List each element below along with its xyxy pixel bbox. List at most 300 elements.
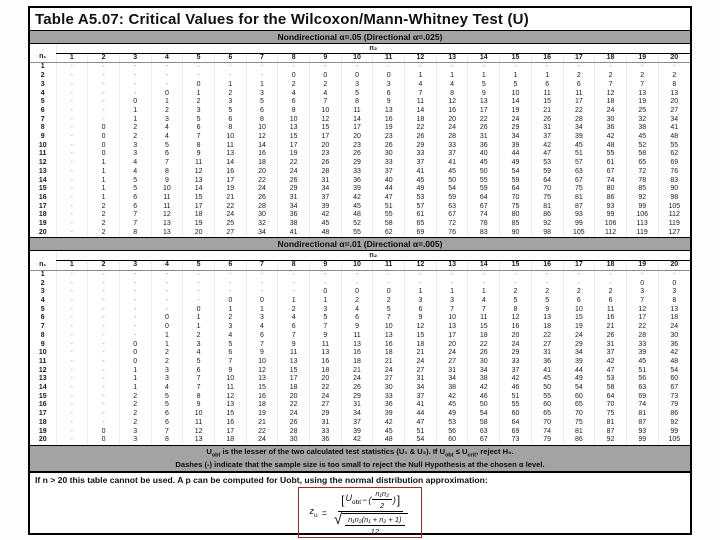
value-cell: 9 (341, 323, 373, 332)
value-cell: 85 (500, 220, 532, 229)
value-cell: 7 (595, 81, 627, 90)
row-header: 15 (38, 185, 47, 193)
value-cell: 25 (214, 220, 246, 229)
value-cell: 15 (246, 384, 278, 393)
value-cell: 41 (405, 401, 437, 410)
radical-icon: √ (333, 511, 343, 528)
col-header: 1 (56, 261, 88, 271)
value-cell: 2 (563, 72, 595, 81)
value-cell: 24 (373, 367, 405, 376)
value-cell: 34 (500, 133, 532, 142)
value-cell: 40 (468, 150, 500, 159)
value-cell: 19 (246, 410, 278, 419)
value-cell: 73 (658, 393, 690, 402)
value-cell: - (436, 280, 468, 289)
value-cell: 34 (341, 410, 373, 419)
col-header: 3 (119, 261, 151, 271)
value-cell: 33 (341, 168, 373, 177)
value-cell: 13 (436, 323, 468, 332)
value-cell: 24 (310, 393, 342, 402)
value-cell: 93 (563, 211, 595, 220)
value-cell: 9 (310, 332, 342, 341)
value-cell: 41 (278, 229, 310, 238)
value-cell: 17 (436, 332, 468, 341)
value-cell: 13 (626, 90, 658, 99)
value-cell: 3 (214, 323, 246, 332)
value-cell: 28 (436, 133, 468, 142)
value-cell: 24 (214, 211, 246, 220)
value-cell: 67 (658, 384, 690, 393)
value-cell: 61 (595, 159, 627, 168)
value-cell: - (88, 410, 120, 419)
value-cell: 8 (214, 124, 246, 133)
footnote-sub: obt (445, 452, 454, 459)
value-cell: 49 (500, 159, 532, 168)
value-cell: - (246, 288, 278, 297)
value-cell: - (531, 63, 563, 72)
value-cell: - (310, 280, 342, 289)
value-cell: - (658, 63, 690, 72)
value-cell: 5 (214, 341, 246, 350)
value-cell: - (563, 63, 595, 72)
value-cell: - (500, 63, 532, 72)
value-cell: 0 (373, 72, 405, 81)
value-cell: 25 (626, 107, 658, 116)
row-header: 20 (38, 228, 47, 236)
value-cell: 10 (246, 124, 278, 133)
row-header: 4 (40, 296, 45, 304)
value-cell: - (56, 323, 88, 332)
value-cell: 62 (373, 229, 405, 238)
value-cell: 1 (246, 306, 278, 315)
value-cell: 6 (119, 194, 151, 203)
value-cell: 27 (531, 341, 563, 350)
value-cell: 2 (151, 349, 183, 358)
value-cell: 24 (436, 124, 468, 133)
value-cell: 2 (310, 81, 342, 90)
value-cell: 93 (626, 428, 658, 437)
col-header: 13 (436, 53, 468, 63)
value-cell: 34 (246, 229, 278, 238)
value-cell: 2 (531, 288, 563, 297)
value-cell: 6 (405, 306, 437, 315)
value-cell: 31 (531, 349, 563, 358)
value-cell: - (214, 72, 246, 81)
value-cell: 21 (405, 349, 437, 358)
value-cell: 65 (626, 159, 658, 168)
value-cell: 72 (626, 168, 658, 177)
n1-axis-label: n₁ (30, 53, 56, 63)
value-cell: - (119, 297, 151, 306)
value-cell: 59 (468, 185, 500, 194)
value-cell: 62 (658, 150, 690, 159)
value-cell: - (183, 288, 215, 297)
value-cell: 59 (531, 168, 563, 177)
close-paren: ) (392, 494, 396, 505)
value-cell: 54 (405, 436, 437, 445)
value-cell: 1 (88, 159, 120, 168)
value-cell: 31 (436, 367, 468, 376)
value-cell: - (88, 323, 120, 332)
value-cell: 19 (373, 124, 405, 133)
value-cell: 55 (468, 177, 500, 186)
value-cell: 18 (405, 341, 437, 350)
value-cell: 8 (119, 229, 151, 238)
fraction-denominator (331, 512, 411, 536)
value-cell: 39 (310, 203, 342, 212)
value-cell: - (56, 314, 88, 323)
value-cell: 40 (373, 177, 405, 186)
value-cell: 6 (278, 98, 310, 107)
row-header: 9 (40, 133, 45, 141)
value-cell: 2 (278, 81, 310, 90)
value-cell: 15 (531, 98, 563, 107)
value-cell: 2 (88, 229, 120, 238)
value-cell: 12 (246, 367, 278, 376)
value-cell: 22 (531, 332, 563, 341)
value-cell: 7 (278, 332, 310, 341)
value-cell: 45 (341, 203, 373, 212)
value-cell: 49 (563, 375, 595, 384)
value-cell: 37 (341, 419, 373, 428)
row-header: 6 (40, 314, 45, 322)
value-cell: 2 (119, 124, 151, 133)
value-cell: 6 (246, 332, 278, 341)
value-cell: 3 (246, 90, 278, 99)
value-cell: 58 (373, 220, 405, 229)
value-cell: 42 (595, 133, 627, 142)
value-cell: 48 (595, 142, 627, 151)
value-cell: 4 (183, 349, 215, 358)
value-cell: 3 (658, 288, 690, 297)
footnote-text: U (206, 446, 212, 456)
value-cell: 98 (658, 194, 690, 203)
value-cell: 2 (595, 72, 627, 81)
col-header: 5 (183, 261, 215, 271)
value-cell: 29 (278, 185, 310, 194)
footnote-sub: obt (211, 452, 221, 459)
value-cell: 13 (341, 341, 373, 350)
value-cell: 13 (373, 332, 405, 341)
value-cell: - (500, 280, 532, 289)
value-cell: - (151, 306, 183, 315)
col-header: 9 (310, 261, 342, 271)
value-cell: 46 (468, 393, 500, 402)
value-cell: 36 (468, 142, 500, 151)
value-cell: 0 (88, 124, 120, 133)
value-cell: 16 (246, 393, 278, 402)
value-cell: 34 (468, 367, 500, 376)
value-cell: 41 (658, 124, 690, 133)
value-cell: 50 (468, 168, 500, 177)
value-cell: 1 (531, 72, 563, 81)
row-header: 13 (38, 375, 47, 383)
value-cell: 5 (183, 358, 215, 367)
value-cell: 47 (595, 367, 627, 376)
value-cell: 4 (151, 384, 183, 393)
value-cell: - (405, 270, 437, 279)
footnote-text: U (439, 446, 446, 456)
equals-sign: = (321, 507, 327, 518)
value-cell: 2 (214, 314, 246, 323)
value-cell: - (151, 81, 183, 90)
col-header: 12 (405, 261, 437, 271)
value-cell: 5 (246, 98, 278, 107)
value-cell: 9 (278, 341, 310, 350)
row-header: 2 (40, 72, 45, 80)
value-cell: 45 (373, 428, 405, 437)
value-cell: 0 (119, 341, 151, 350)
value-cell: 19 (278, 150, 310, 159)
value-cell: 67 (436, 211, 468, 220)
value-cell: - (563, 280, 595, 289)
value-cell: 34 (278, 203, 310, 212)
value-cell: - (119, 81, 151, 90)
radicand (342, 513, 407, 536)
value-cell: 49 (405, 185, 437, 194)
value-cell: 9 (151, 177, 183, 186)
value-cell: 28 (563, 116, 595, 125)
footnote-sub: crit (467, 452, 477, 459)
value-cell: 18 (214, 436, 246, 445)
value-cell: 65 (405, 220, 437, 229)
value-cell: 10 (436, 314, 468, 323)
value-cell: - (151, 72, 183, 81)
table-row (30, 288, 690, 297)
value-cell: 9 (373, 98, 405, 107)
value-cell: 69 (626, 393, 658, 402)
value-cell: 1 (278, 297, 310, 306)
value-cell: - (56, 142, 88, 151)
value-cell: 1 (119, 107, 151, 116)
table-row (30, 124, 690, 133)
value-cell: 11 (563, 90, 595, 99)
value-cell: 2 (626, 72, 658, 81)
value-cell: 14 (500, 98, 532, 107)
value-cell: 2 (373, 297, 405, 306)
value-cell: 15 (405, 332, 437, 341)
value-cell: 4 (278, 90, 310, 99)
value-cell: 22 (468, 116, 500, 125)
value-cell: - (56, 436, 88, 445)
col-header: 14 (468, 261, 500, 271)
value-cell: 13 (278, 124, 310, 133)
value-cell: 11 (310, 341, 342, 350)
value-cell: 8 (500, 306, 532, 315)
value-cell: 13 (310, 349, 342, 358)
row-header: 17 (38, 202, 47, 210)
value-cell: 106 (595, 220, 627, 229)
value-cell: 5 (119, 185, 151, 194)
value-cell: 2 (119, 133, 151, 142)
value-cell: 6 (563, 81, 595, 90)
table-row (30, 436, 690, 445)
value-cell: 37 (500, 367, 532, 376)
value-cell: 31 (405, 375, 437, 384)
value-cell: - (88, 270, 120, 279)
radicand-fraction: $\frac{\text{n₁n₂(n₁ + n₂ + 1)}}{12}$ (345, 515, 404, 536)
row-header: 10 (38, 349, 47, 357)
value-cell: - (626, 63, 658, 72)
col-header: 15 (500, 261, 532, 271)
col-header: 2 (88, 53, 120, 63)
value-cell: 21 (595, 323, 627, 332)
value-cell: 54 (468, 410, 500, 419)
alpha05-table (30, 44, 690, 237)
value-cell: 19 (500, 107, 532, 116)
value-cell: 24 (563, 332, 595, 341)
value-cell: - (56, 107, 88, 116)
value-cell: 47 (531, 150, 563, 159)
value-cell: 31 (310, 419, 342, 428)
value-cell: 48 (341, 211, 373, 220)
value-cell: 64 (500, 419, 532, 428)
value-cell: 92 (658, 419, 690, 428)
value-cell: 33 (500, 358, 532, 367)
value-cell: - (119, 72, 151, 81)
value-cell: - (405, 63, 437, 72)
row-header: 10 (38, 141, 47, 149)
value-cell: 12 (310, 116, 342, 125)
alpha05-band-label: Nondirectional α=.05 (Directional α=.025) (30, 30, 690, 44)
value-cell: 86 (658, 410, 690, 419)
value-cell: 24 (500, 341, 532, 350)
value-cell: - (214, 270, 246, 279)
value-cell: 0 (119, 358, 151, 367)
col-header: 8 (278, 261, 310, 271)
value-cell: 26 (341, 384, 373, 393)
value-cell: 9 (468, 90, 500, 99)
table-row (30, 220, 690, 229)
row-header: 11 (39, 150, 47, 158)
value-cell: 39 (341, 185, 373, 194)
value-cell: 11 (183, 159, 215, 168)
value-cell: 1 (151, 332, 183, 341)
value-cell: 51 (405, 428, 437, 437)
value-cell: 10 (500, 90, 532, 99)
value-cell: 4 (151, 124, 183, 133)
footnote-dashes: Dashes (-) indicate that the sample size is too small to reject the Null Hypothesis at the chosen α level. (175, 460, 545, 470)
value-cell: - (246, 63, 278, 72)
value-cell: 1 (119, 375, 151, 384)
value-cell: - (246, 72, 278, 81)
value-cell: 8 (183, 393, 215, 402)
value-cell: 14 (183, 185, 215, 194)
value-cell: - (531, 280, 563, 289)
value-cell: 7 (310, 323, 342, 332)
value-cell: 6 (119, 203, 151, 212)
value-cell: 30 (278, 436, 310, 445)
value-cell: 36 (373, 401, 405, 410)
row-header: 7 (40, 115, 45, 123)
value-cell: 17 (183, 203, 215, 212)
value-cell: 26 (405, 133, 437, 142)
value-cell: 16 (595, 314, 627, 323)
value-cell: 54 (500, 168, 532, 177)
value-cell: 17 (214, 428, 246, 437)
value-cell: 0 (88, 150, 120, 159)
value-cell: 13 (183, 177, 215, 186)
value-cell: 42 (341, 194, 373, 203)
value-cell: 81 (563, 428, 595, 437)
value-cell: - (88, 332, 120, 341)
value-cell: 5 (119, 177, 151, 186)
value-cell: 74 (531, 428, 563, 437)
value-cell: 86 (563, 436, 595, 445)
value-cell: 78 (468, 220, 500, 229)
value-cell: 37 (405, 393, 437, 402)
value-cell: 6 (246, 107, 278, 116)
value-cell: 31 (310, 177, 342, 186)
value-cell: 1 (151, 341, 183, 350)
value-cell: 87 (563, 203, 595, 212)
value-cell: 99 (626, 436, 658, 445)
col-header: 6 (214, 53, 246, 63)
value-cell: 41 (436, 159, 468, 168)
value-cell: 1 (88, 194, 120, 203)
value-cell: 18 (468, 332, 500, 341)
left-bracket: [ (341, 492, 345, 507)
value-cell: 1 (468, 72, 500, 81)
value-cell: - (56, 384, 88, 393)
value-cell: 33 (373, 393, 405, 402)
value-cell: 45 (531, 375, 563, 384)
value-cell: 0 (310, 288, 342, 297)
value-cell: 3 (119, 428, 151, 437)
value-cell: 33 (373, 159, 405, 168)
n1-axis-label: n₁ (30, 261, 56, 271)
value-cell: 3 (373, 81, 405, 90)
value-cell: 17 (214, 177, 246, 186)
value-cell: 39 (500, 142, 532, 151)
value-cell: 44 (563, 367, 595, 376)
row-header: 17 (38, 410, 47, 418)
value-cell: - (595, 63, 627, 72)
value-cell: 18 (278, 384, 310, 393)
value-cell: - (278, 63, 310, 72)
corner-blank (30, 251, 56, 260)
value-cell: 1 (214, 81, 246, 90)
value-cell: - (151, 270, 183, 279)
value-cell: 24 (658, 323, 690, 332)
value-cell: 18 (658, 314, 690, 323)
table-row (30, 133, 690, 142)
approximation-note: If n > 20 this table cannot be used. A p can be computed for Uobt, using the normal distribution approximation: (35, 475, 488, 485)
value-cell: 0 (183, 306, 215, 315)
value-cell: 38 (468, 375, 500, 384)
value-cell: 0 (183, 81, 215, 90)
value-cell: 1 (183, 90, 215, 99)
value-cell: - (56, 90, 88, 99)
value-cell: 92 (595, 436, 627, 445)
open-paren: ( (368, 494, 372, 505)
value-cell: - (56, 116, 88, 125)
value-cell: 57 (405, 203, 437, 212)
value-cell: 81 (595, 419, 627, 428)
table-row (30, 428, 690, 437)
value-cell: 28 (246, 203, 278, 212)
value-cell: - (56, 81, 88, 90)
value-cell: 29 (341, 159, 373, 168)
table-row (30, 375, 690, 384)
value-cell: - (246, 280, 278, 289)
value-cell: 16 (373, 116, 405, 125)
value-cell: 42 (468, 384, 500, 393)
value-cell: 75 (563, 185, 595, 194)
value-cell: 45 (405, 177, 437, 186)
value-cell: 37 (531, 133, 563, 142)
value-cell: 20 (436, 116, 468, 125)
